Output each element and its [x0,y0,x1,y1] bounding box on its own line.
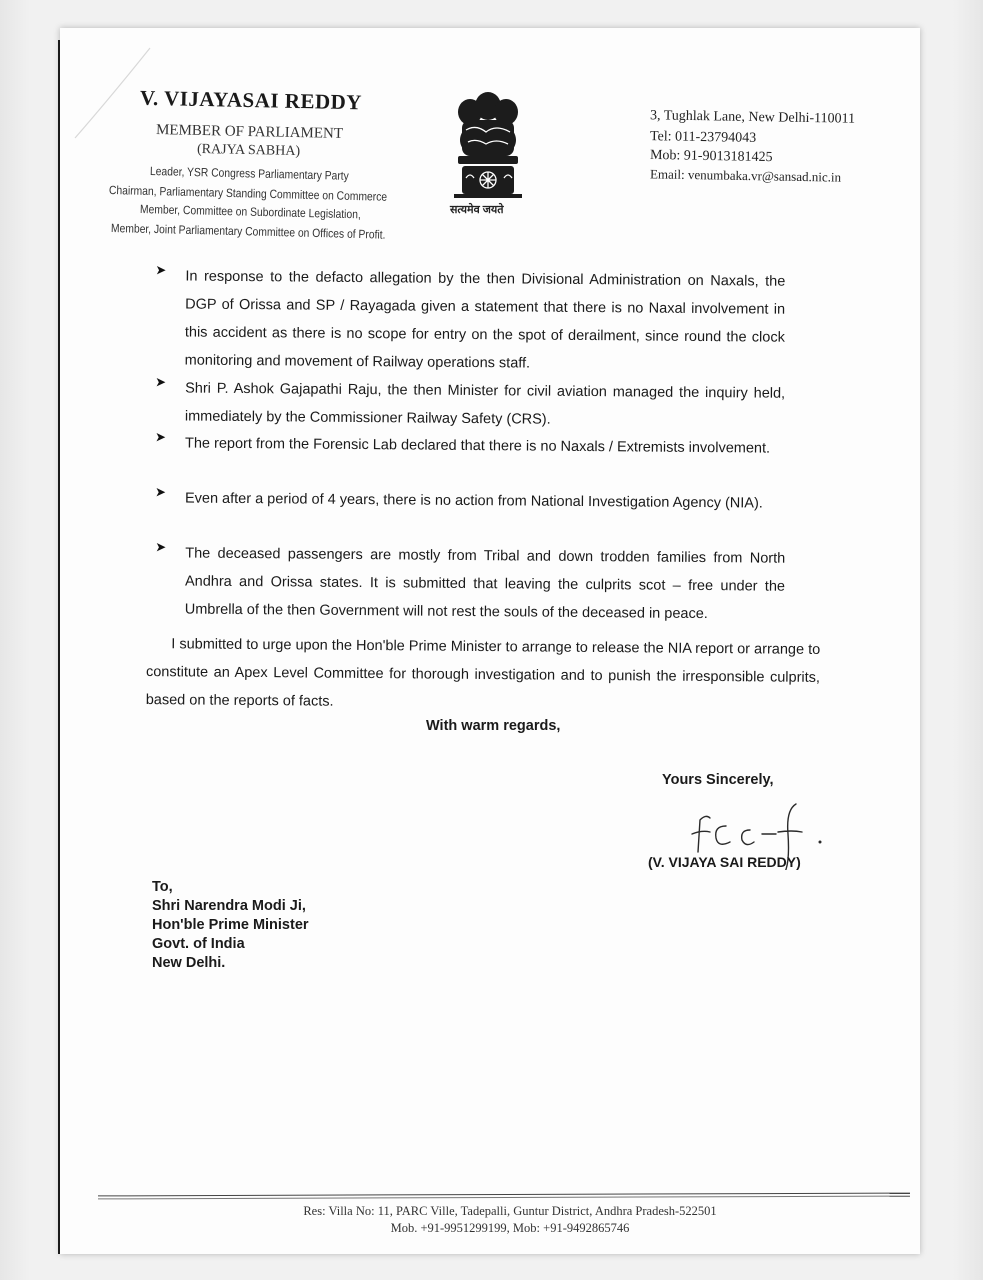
closing-yours: Yours Sincerely, [662,772,774,788]
bullet-arrow-icon: ➤ [155,539,167,555]
recipient-designation: Hon'ble Prime Minister [152,917,309,933]
bullet-text: Shri P. Ashok Gajapathi Raju, the then Minister for civil aviation managed the inquiry held, immediately by the Commissioner Railway Safety (CRS). [184,380,786,428]
footer-mobiles: Mob. +91-9951299199, Mob: +91-9492865746 [390,1221,630,1235]
bullet-text: The deceased passengers are mostly from Tribal and down trodden families from North Andhra and Orissa states. It is submitted that leaving the culprits scot – free under the Umbrella of the then Government will not rest the souls of the deceased in peace. [184,545,786,623]
bullet-arrow-icon: ➤ [155,484,167,500]
bullet-text: Even after a period of 4 years, there is no action from National Investigation Agency (NIA). [184,490,763,512]
bullet-text: In response to the defacto allegation by the then Divisional Administration on Naxals, the DGP of Orissa and SP / Rayagada given a statement that there is no Naxal involvement in this accident as there is no scope for entry on the spot of derailment, since round the clock monitoring and movement of Railway operations staff. [184,268,786,372]
bullet-item [155,262,786,379]
letterhead-role: Leader, YSR Congress Parliamentary Party [149,164,349,183]
recipient-name: Shri Narendra Modi Ji, [152,898,306,914]
bullet-item [155,539,786,628]
request-paragraph: I submitted to urge upon the Hon'ble Prime Minister to arrange to release the NIA report or arrange to constitute an Apex Level Committee for thorough investigation and to punish the irresponsible culprits, based on the reports of facts. [145,636,821,710]
letterhead-tel: Tel: 011-23794043 [649,129,757,146]
bullet-arrow-icon: ➤ [155,262,167,278]
recipient-to: To, [152,879,173,895]
letterhead-address: 3, Tughlak Lane, New Delhi-110011 [649,108,856,127]
letterhead-mobile: Mob: 91-9013181425 [649,147,773,166]
bullet-arrow-icon: ➤ [155,374,167,390]
emblem-motto: सत्यमेव जयते [450,204,504,216]
closing-regards: With warm regards, [426,718,561,734]
letterhead-name: V. VIJAYASAI REDDY [139,85,363,115]
footer-block [240,1203,780,1237]
letterhead-house: (RAJYA SABHA) [196,141,301,160]
letterhead-email: Email: venumbaka.vr@sansad.nic.in [649,166,842,185]
signatory-name: (V. VIJAYA SAI REDDY) [648,854,801,870]
bullet-text: The report from the Forensic Lab declared that there is no Naxals / Extremists involvement. [184,435,771,457]
bullet-arrow-icon: ➤ [155,429,167,445]
recipient-office: Govt. of India [152,936,245,952]
letterhead-role: Member, Committee on Subordinate Legislation, [139,202,361,222]
bullet-item [155,374,785,435]
bullet-item [155,429,785,462]
letterhead-role: Member, Joint Parliamentary Committee on Offices of Profit. [110,221,386,242]
letterhead-title: MEMBER OF PARLIAMENT [155,122,344,142]
letter-page [60,28,920,1254]
bullet-item [155,484,785,517]
recipient-city: New Delhi. [152,955,226,971]
footer-residence: Res: Villa No: 11, PARC Ville, Tadepalli, Guntur District, Andhra Pradesh-522501 [303,1204,717,1218]
footer-rule [98,1196,910,1200]
recipient-block [152,878,309,973]
letterhead-role: Chairman, Parliamentary Standing Committee on Commerce [108,183,388,204]
national-emblem-icon [448,90,528,220]
